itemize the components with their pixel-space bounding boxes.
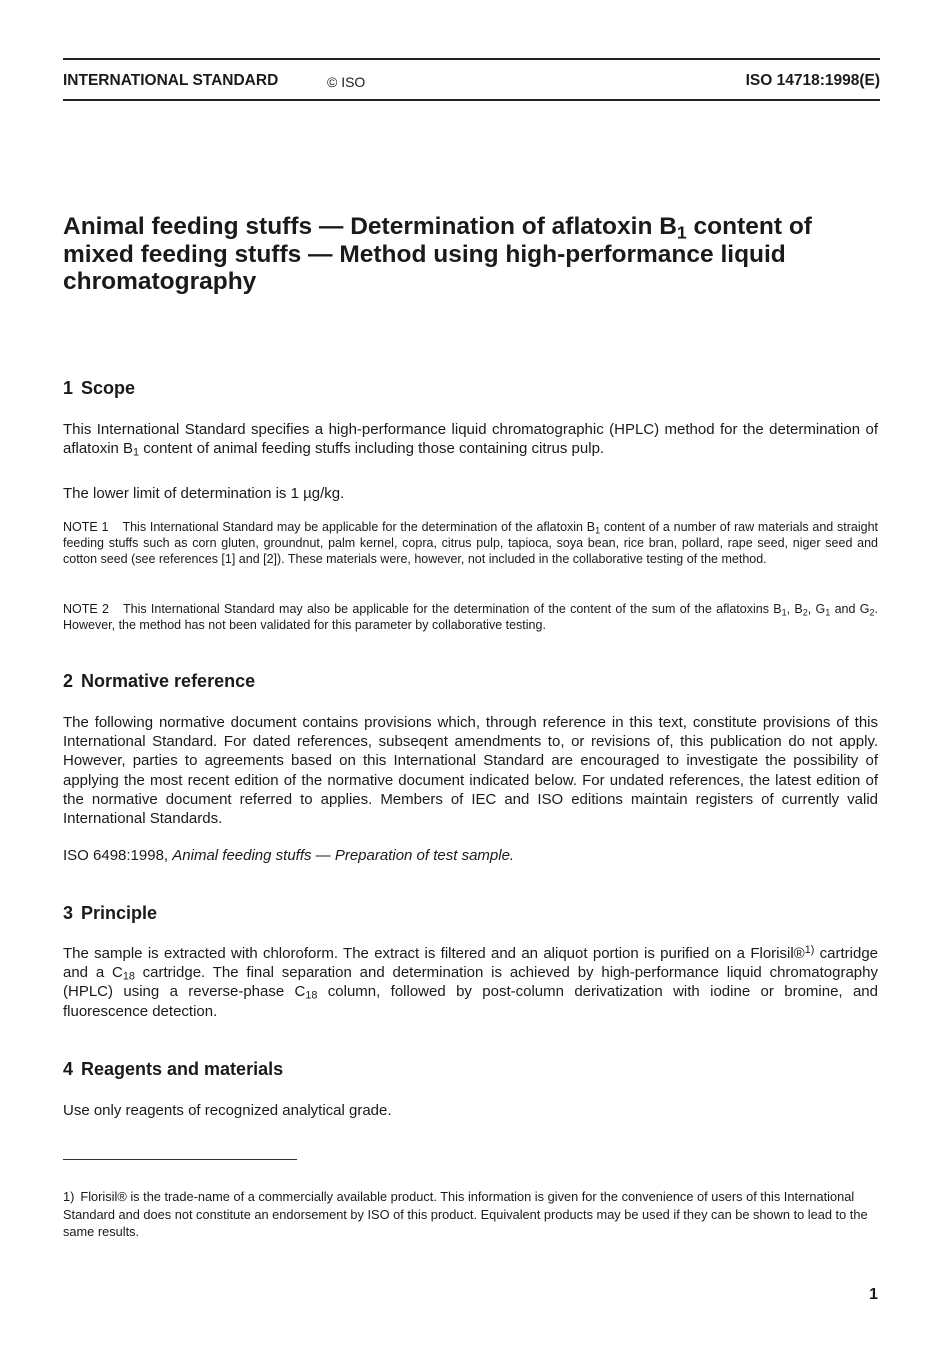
- document-title: Animal feeding stuffs — Determination of aflatoxin $B_1$ content of mixed feeding stuffs — Method using high-performance liquid chromatography: [63, 213, 812, 295]
- reagents-paragraph: Use only reagents of recognized analytical grade.: [63, 1102, 392, 1119]
- principle-paragraph: The sample is extracted with chloroform. The extract is filtered and an aliquot portion is purified on a Florisil®$^{1)}$ cartridge and a $C_{18}$ cartridge. The final separation and determination is achieved by high-performance liquid chromatography (HPLC) using a reverse-phase $C_{18}$ column, followed by post-column derivatization with iodine or bromine, and fluorescence detection.: [63, 944, 878, 1020]
- section-heading-reagents: 4 Reagents and materials: [63, 1059, 284, 1079]
- section-heading-scope: 1 Scope: [63, 378, 136, 398]
- note-1: NOTE 1 This International Standard may be applicable for the determination of the aflatoxin $B_1$ content of a number of raw materials and straight feeding stuffs such as corn gluten, groundnut, palm kernel, copra, citrus pulp, tapioca, soya bean, rice bran, pollard, rape seed, niger seed and cotton seed (see references [1] and [2]). These materials were, however, not included in the collaborative testing of the method.: [63, 520, 879, 566]
- header-document-id: ISO 14718:1998(E): [745, 72, 880, 89]
- section-heading-principle: 3 Principle: [63, 903, 158, 923]
- scope-limit-paragraph: The lower limit of determination is 1 µg/kg.: [63, 485, 345, 502]
- header-bottom-rule: [63, 99, 880, 101]
- header-top-rule: [63, 58, 880, 60]
- header-copyright: © ISO: [327, 74, 366, 90]
- normative-paragraph: The following normative document contains provisions which, through reference in this text, constitute provisions of this International Standard. For dated references, subseqent amendments to, or revisions of, this publication do not apply. However, parties to agreements based on this International Standard are encouraged to investigate the possibility of applying the most recent edition of the normative document indicated below. For undated references, the latest edition of the normative document referred to applies. Members of IEC and ISO editions maintain registers of currently valid International Standards.: [63, 714, 878, 828]
- footnote-separator: [63, 1159, 297, 1160]
- note-2: NOTE 2 This International Standard may also be applicable for the determination of the content of the sum of the aflatoxins $B_1$, $B_2$, $G_1$ and $G_2$. However, the method has not been validated for this parameter by collaborative testing.: [63, 602, 878, 632]
- footnote: 1) Florisil® is the trade-name of a commercially available product. This information is given for the convenience of users of this International Standard and does not constitute an endorsement by ISO of this product. Equivalent products may be used if they can be shown to lead to the same results.: [63, 1189, 868, 1239]
- section-heading-normative-reference: 2 Normative reference: [63, 671, 256, 691]
- header-standard-label: INTERNATIONAL STANDARD: [63, 72, 279, 89]
- scope-paragraph: This International Standard specifies a high-performance liquid chromatographic (HPLC) method for the determination of aflatoxin $B_1$ content of animal feeding stuffs including those containing citrus pulp.: [63, 421, 878, 459]
- normative-reference-entry: ISO 6498:1998, Animal feeding stuffs — Preparation of test sample.: [63, 847, 515, 864]
- footnote-reference[interactable]: 1): [804, 944, 815, 957]
- page-header: [63, 70, 880, 92]
- page-number: 1: [869, 1286, 878, 1303]
